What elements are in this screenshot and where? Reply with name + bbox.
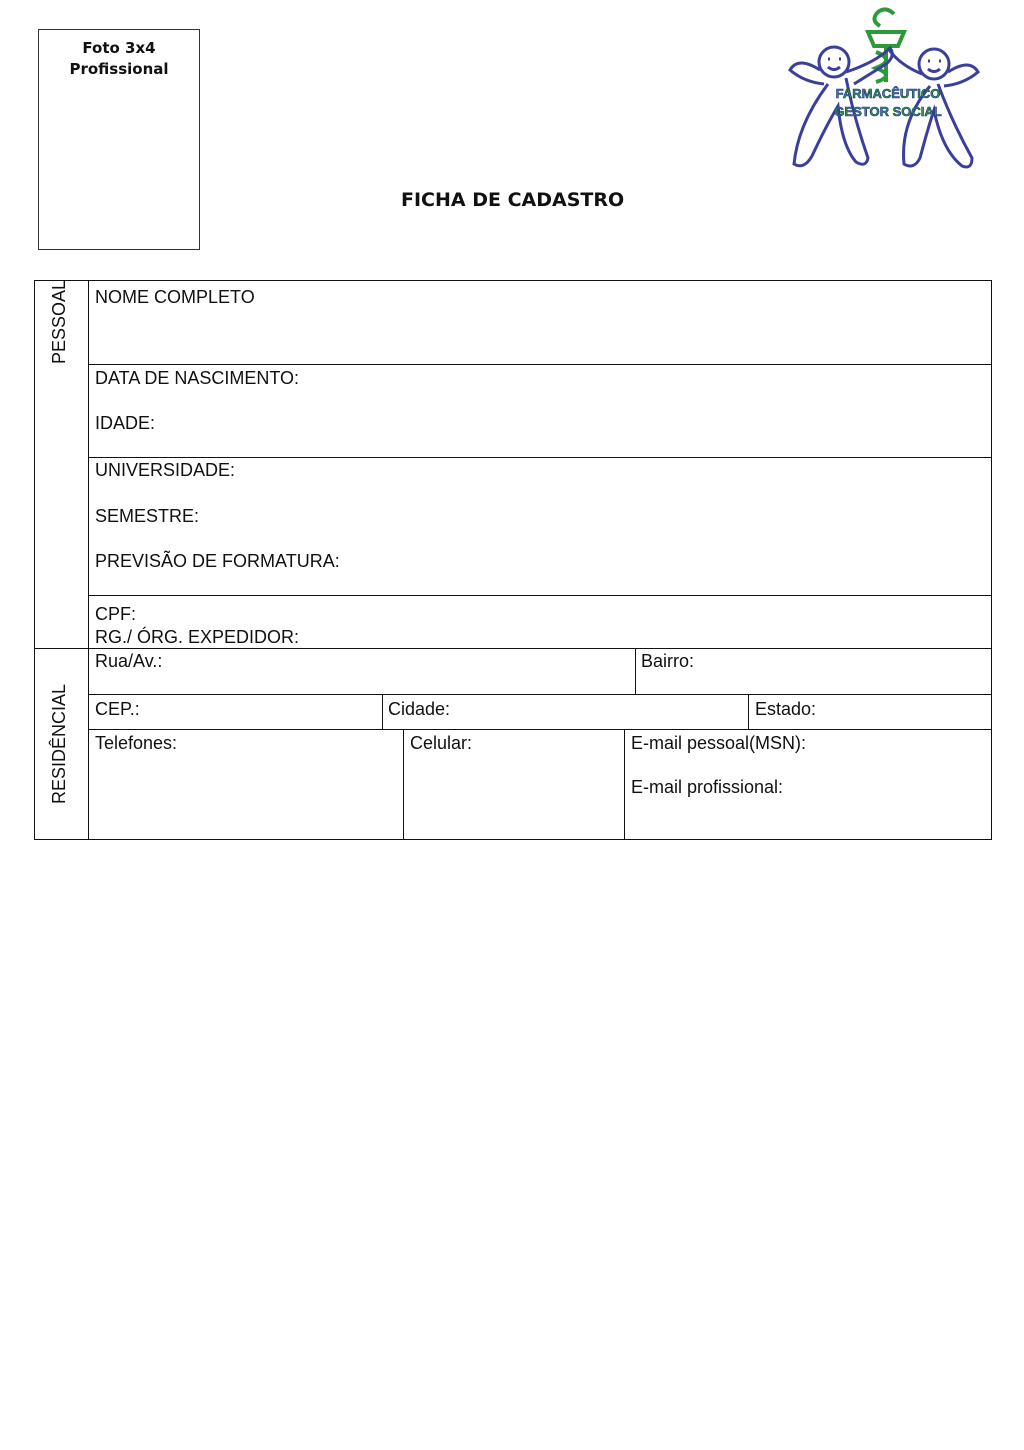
logo-text-line2: GESTOR SOCIAL xyxy=(834,104,942,119)
row-divider xyxy=(88,364,992,365)
field-bairro: Bairro: xyxy=(641,651,695,671)
cell-divider xyxy=(403,729,404,839)
photo-label-line1: Foto 3x4 xyxy=(82,39,156,57)
cell-divider xyxy=(635,648,636,694)
row-divider xyxy=(88,595,992,596)
field-estado: Estado: xyxy=(755,699,817,719)
field-cpf: CPF: xyxy=(95,604,137,624)
field-nome-completo: NOME COMPLETO xyxy=(95,287,255,307)
section-separator xyxy=(34,648,992,649)
field-rua: Rua/Av.: xyxy=(95,651,163,671)
cell-divider xyxy=(748,694,749,729)
field-cep: CEP.: xyxy=(95,699,140,719)
field-celular: Celular: xyxy=(410,733,473,753)
field-universidade: UNIVERSIDADE: xyxy=(95,460,236,480)
form-border-bottom xyxy=(34,839,992,840)
photo-placeholder xyxy=(38,29,200,250)
row-divider xyxy=(88,729,992,730)
field-email-pessoal: E-mail pessoal(MSN): xyxy=(631,733,807,753)
form-border-top xyxy=(34,280,992,281)
section-label-pessoal: PESSOAL xyxy=(49,279,69,365)
field-telefones: Telefones: xyxy=(95,733,178,753)
section-label-residencial: RESIDÊNCIAL xyxy=(49,683,69,804)
field-cidade: Cidade: xyxy=(388,699,451,719)
form-border-left xyxy=(34,280,35,840)
logo-text-line1: FARMACÊUTICO xyxy=(835,86,941,101)
field-data-nascimento: DATA DE NASCIMENTO: xyxy=(95,368,300,388)
cell-divider xyxy=(382,694,383,729)
row-divider xyxy=(88,457,992,458)
field-semestre: SEMESTRE: xyxy=(95,506,200,526)
row-divider xyxy=(88,694,992,695)
cell-divider xyxy=(624,729,625,839)
photo-label-line2: Profissional xyxy=(69,60,169,78)
pharmacist-logo xyxy=(784,2,994,178)
field-previsao-formatura: PREVISÃO DE FORMATURA: xyxy=(95,551,340,571)
field-email-profissional: E-mail profissional: xyxy=(631,777,784,797)
document-title: FICHA DE CADASTRO xyxy=(401,189,625,211)
field-rg-orgao: RG./ ÓRG. EXPEDIDOR: xyxy=(95,627,300,647)
field-idade: IDADE: xyxy=(95,413,156,433)
